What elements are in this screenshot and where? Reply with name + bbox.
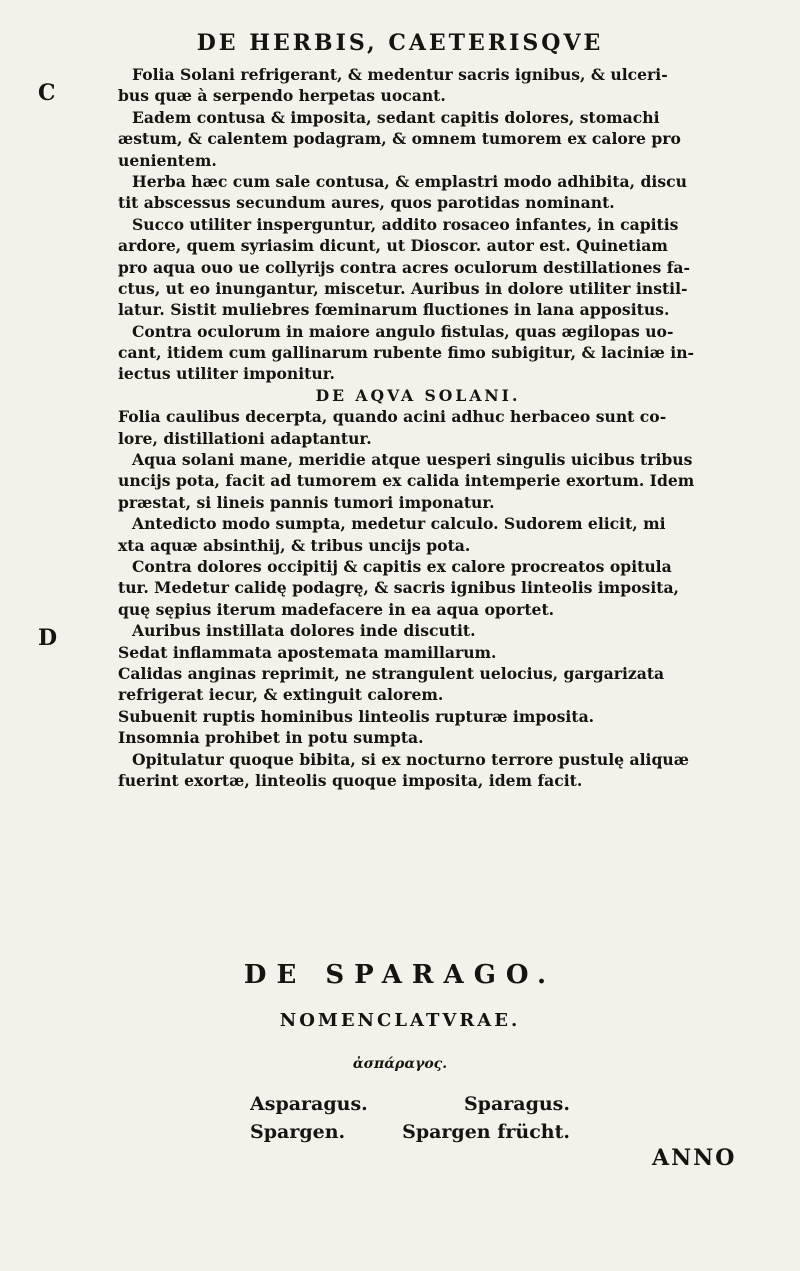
text-line: æstum, & calentem podagram, & omnem tumorem ex calore pro — [118, 129, 681, 149]
text-line: pro aqua ouo ue collyrijs contra acres oculorum destillationes fa- — [118, 257, 691, 277]
margin-letter-d: D — [38, 625, 58, 651]
text-line: fuerint exortæ, linteolis quoque imposita, idem facit. — [118, 770, 583, 790]
german-name: Spargen. — [250, 1121, 346, 1143]
text-line: Auribus instillata dolores inde discutit. — [132, 621, 476, 641]
catchword: ANNO — [652, 1145, 737, 1171]
greek-name: ἀσπάραγος. — [352, 1056, 448, 1072]
plant-names — [250, 1090, 570, 1146]
text-line: xta aquæ absinthij, & tribus uncijs pota. — [118, 535, 471, 555]
running-head: DE HERBIS, CAETERISQVE — [196, 30, 604, 56]
text-line: ctus, ut eo inungantur, miscetur. Auribus in dolore utiliter instil- — [118, 278, 688, 298]
latin-name: Asparagus. — [250, 1093, 368, 1115]
subsection-heading: DE AQVA SOLANI. — [315, 385, 521, 405]
body-text — [118, 64, 718, 791]
german-name: Spargen frücht. — [402, 1121, 570, 1143]
text-line: Opitulatur quoque bibita, si ex nocturno terrore pustulę aliquæ — [132, 749, 689, 769]
section-title: DE SPARAGO. — [243, 960, 557, 990]
text-line: Subuenit ruptis hominibus linteolis rupturæ imposita. — [118, 706, 595, 726]
text-line: Sedat inflammata apostemata mamillarum. — [118, 642, 497, 662]
text-line: Calidas anginas reprimit, ne strangulent uelocius, gargarizata — [118, 663, 665, 683]
margin-letter-c: C — [38, 80, 56, 106]
text-line: Folia Solani refrigerant, & medentur sacris ignibus, & ulceri- — [132, 65, 668, 84]
text-line: quę sępius iterum madefacere in ea aqua oportet. — [118, 599, 555, 619]
text-line: uenientem. — [118, 150, 217, 170]
text-line: uncijs pota, facit ad tumorem ex calida intemperie exortum. Idem — [118, 471, 695, 491]
text-line: cant, itidem cum gallinarum rubente fimo subigitur, & laciniæ in- — [118, 343, 695, 363]
text-line: tit abscessus secundum aures, quos parotidas nominant. — [118, 193, 615, 213]
text-line: Contra oculorum in maiore angulo fistulas, quas ægilopas uo- — [132, 321, 674, 341]
latin-name: Sparagus. — [463, 1093, 570, 1115]
german-names-row — [250, 1118, 570, 1146]
text-line: præstat, si lineis pannis tumori imponatur. — [118, 492, 495, 512]
text-line: tur. Medetur calidę podagrę, & sacris ignibus linteolis imposita, — [118, 578, 679, 598]
text-line: lore, distillationi adaptantur. — [118, 428, 372, 448]
text-line: bus quæ à serpendo herpetas uocant. — [118, 86, 446, 106]
text-line: Eadem contusa & imposita, sedant capitis dolores, stomachi — [132, 107, 660, 127]
text-line: Folia caulibus decerpta, quando acini adhuc herbaceo sunt co- — [118, 407, 667, 427]
latin-names-row — [250, 1090, 570, 1118]
text-line: latur. Sistit muliebres fœminarum fluctiones in lana appositus. — [118, 300, 670, 320]
text-line: refrigerat iecur, & extinguit calorem. — [118, 685, 444, 705]
text-line: Contra dolores occipitij & capitis ex calore procreatos opitula — [132, 556, 672, 576]
text-line: Aqua solani mane, meridie atque uesperi singulis uicibus tribus — [132, 450, 693, 470]
text-line: iectus utiliter imponitur. — [118, 364, 335, 384]
text-line: Antedicto modo sumpta, medetur calculo. Sudorem elicit, mi — [132, 514, 666, 534]
text-line: Herba hæc cum sale contusa, & emplastri modo adhibita, discu — [132, 171, 687, 191]
text-line: Succo utiliter insperguntur, addito rosaceo infantes, in capitis — [132, 214, 679, 234]
text-line: Insomnia prohibet in potu sumpta. — [118, 728, 424, 748]
text-line: ardore, quem syriasim dicunt, ut Dioscor. autor est. Quinetiam — [118, 236, 668, 256]
nomenclature-heading: NOMENCLATVRAE. — [279, 1010, 521, 1031]
